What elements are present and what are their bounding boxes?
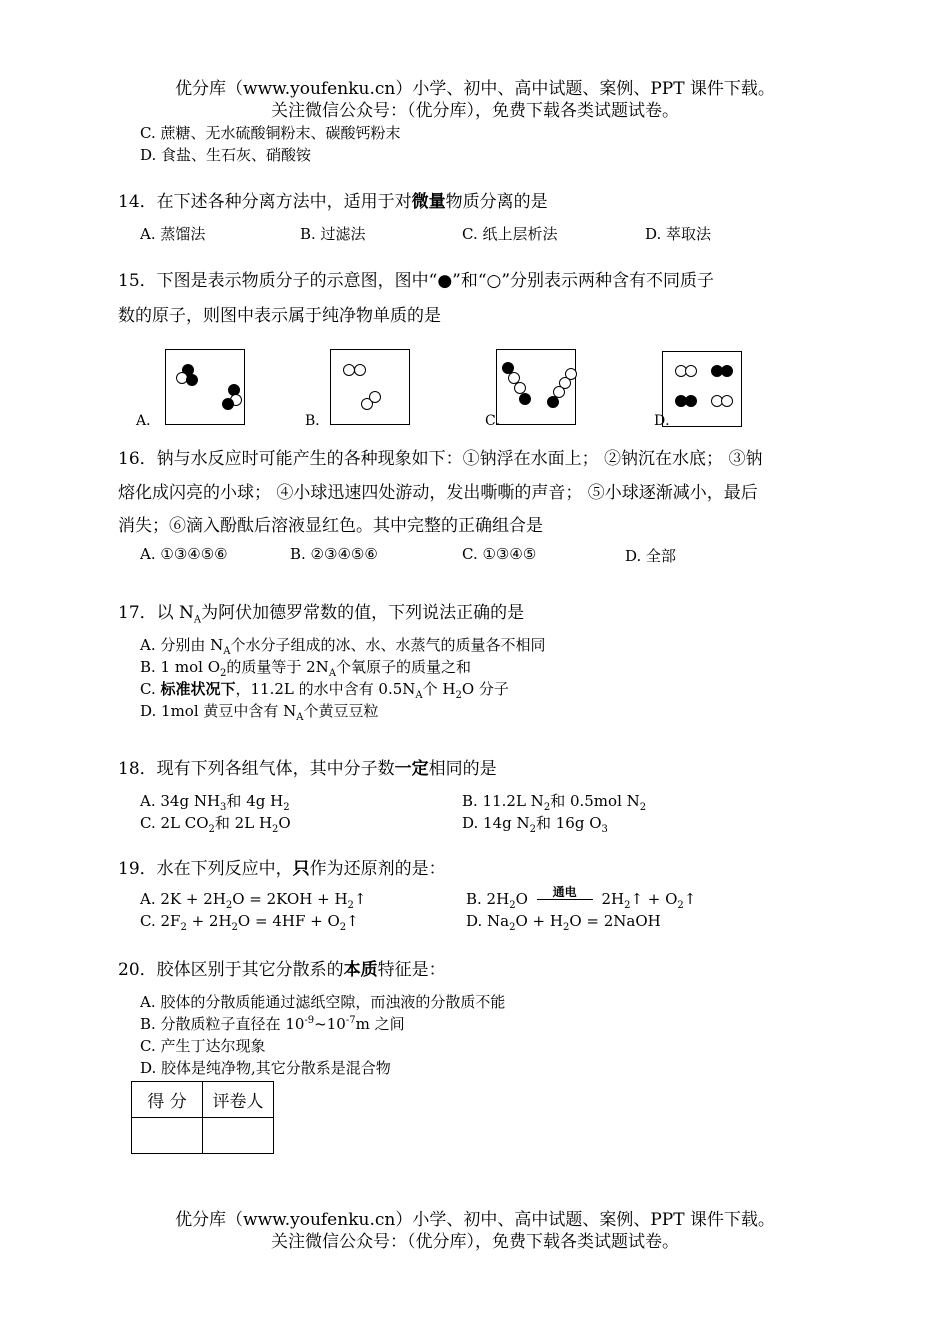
q16-stem-line-1: 16．钠与水反应时可能产生的各种现象如下：①钠浮在水面上； ②钠沉在水底； ③钠 xyxy=(118,449,763,469)
q16-stem-line-2: 熔化成闪亮的小球； ④小球迅速四处游动，发出嘶嘶的声音； ⑤小球逐渐减小，最后 xyxy=(118,483,758,503)
filled-atom xyxy=(685,395,697,407)
q17-stem: 17．以 $N_A$为阿伏加德罗常数的值，下列说法正确的是 xyxy=(118,603,525,626)
grader-header: 评卷人 xyxy=(203,1082,274,1118)
q19-option-c: C. $2F_2 + 2H_2O = 4HF$ + $O_2↑$ xyxy=(140,912,359,933)
q20-option-d: D. 胶体是纯净物,其它分散系是混合物 xyxy=(140,1059,391,1077)
q19-option-a: A. $2K + 2H_2O = 2KOH$ + $H_2↑$ xyxy=(140,890,367,911)
diagram-label-c: C． xyxy=(485,413,510,429)
score-header: 得 分 xyxy=(132,1082,203,1118)
q13-option-c: C. 蔗糖、无水硫酸铜粉末、碳酸钙粉末 xyxy=(140,124,401,142)
hollow-atom xyxy=(685,365,697,377)
header-line-2: 关注微信公众号：（优分库），免费下载各类试题试卷。 xyxy=(271,101,679,121)
q16-stem-line-3: 消失；⑥滴入酚酞后溶液显红色。其中完整的正确组合是 xyxy=(118,516,543,536)
q20-stem: 20．胶体区别于其它分散系的本质特征是： xyxy=(118,960,446,980)
q20-option-c: C. 产生丁达尔现象 xyxy=(140,1037,266,1055)
filled-atom xyxy=(186,374,198,386)
grader-cell[interactable] xyxy=(203,1118,274,1154)
score-cell[interactable] xyxy=(132,1118,203,1154)
molecule-diagram-b xyxy=(330,349,410,425)
q13-option-d: D. 食盐、生石灰、硝酸铵 xyxy=(140,146,312,164)
q16-option-b: B. ②③④⑤⑥ xyxy=(290,545,378,563)
hollow-atom xyxy=(354,364,366,376)
electrolysis-condition-arrow: 通电 xyxy=(533,892,597,908)
q16-option-d: D. 全部 xyxy=(625,547,677,565)
q17-option-c: C. 标准状况下，11.2L 的水中含有 $0.5N_A$个 $H_2O$ 分子 xyxy=(140,680,509,701)
q19-stem: 19．水在下列反应中，只作为还原剂的是： xyxy=(118,859,446,879)
filled-atom xyxy=(222,398,234,410)
q18-option-a: A. 34g $NH_3$和 4g $H_2$ xyxy=(140,792,290,813)
q18-option-b: B. 11.2L $N_2$和 0.5mol $N_2$ xyxy=(462,792,647,813)
hollow-atom xyxy=(369,391,381,403)
score-table xyxy=(131,1081,274,1154)
q14-option-b: B. 过滤法 xyxy=(300,225,366,243)
filled-atom xyxy=(721,365,733,377)
q19-option-b: B. $2H_2O$ 通电 $2H_2↑$ + $O_2↑$ xyxy=(466,885,697,911)
q14-option-a: A. 蒸馏法 xyxy=(140,225,206,243)
diagram-label-a: A． xyxy=(136,413,161,429)
q20-option-a: A. 胶体的分散质能通过滤纸空隙，而浊液的分散质不能 xyxy=(140,993,506,1011)
q15-stem-line-1: 15．下图是表示物质分子的示意图，图中“●”和“○”分别表示两种含有不同质子 xyxy=(118,271,715,291)
footer-line-2: 关注微信公众号：（优分库），免费下载各类试题试卷。 xyxy=(271,1232,679,1252)
q14-stem: 14．在下述各种分离方法中，适用于对微量物质分离的是 xyxy=(118,192,548,212)
q17-option-d: D. 1mol 黄豆中含有 $N_A$个黄豆豆粒 xyxy=(140,702,379,723)
q18-option-c: C. 2L $CO_2$和 2L $H_2O$ xyxy=(140,814,291,835)
q17-option-b: B. 1 mol $O_2$的质量等于 $2N_A$个氧原子的质量之和 xyxy=(140,658,472,679)
diagram-label-b: B． xyxy=(305,413,330,429)
q20-option-b: B. 分散质粒子直径在 $10^{-9}\sim 10^{-7}m$ 之间 xyxy=(140,1015,405,1033)
diagram-label-d: D． xyxy=(654,413,680,429)
q18-stem: 18．现有下列各组气体，其中分子数一定相同的是 xyxy=(118,759,497,779)
q19-option-d: D. $Na_2O + H_2O$ = 2NaOH xyxy=(466,912,661,933)
q14-option-d: D. 萃取法 xyxy=(645,225,712,243)
q15-stem-line-2: 数的原子，则图中表示属于纯净物单质的是 xyxy=(118,306,441,326)
filled-atom xyxy=(547,396,559,408)
molecule-diagram-a xyxy=(165,349,245,425)
q16-option-c: C. ①③④⑤ xyxy=(462,545,537,563)
q18-option-d: D. 14g $N_2$和 16g $O_3$ xyxy=(462,814,608,835)
q16-option-a: A. ①③④⑤⑥ xyxy=(140,545,228,563)
footer-line-1: 优分库（www.youfenku.cn）小学、初中、高中试题、案例、PPT 课件下载。 xyxy=(175,1210,775,1230)
hollow-atom xyxy=(721,395,733,407)
q14-option-c: C. 纸上层析法 xyxy=(462,225,558,243)
header-line-1: 优分库（www.youfenku.cn）小学、初中、高中试题、案例、PPT 课件下载。 xyxy=(175,79,775,99)
filled-atom xyxy=(519,393,531,405)
q17-option-a: A. 分别由 $N_A$个水分子组成的冰、水、水蒸气的质量各不相同 xyxy=(140,636,546,657)
